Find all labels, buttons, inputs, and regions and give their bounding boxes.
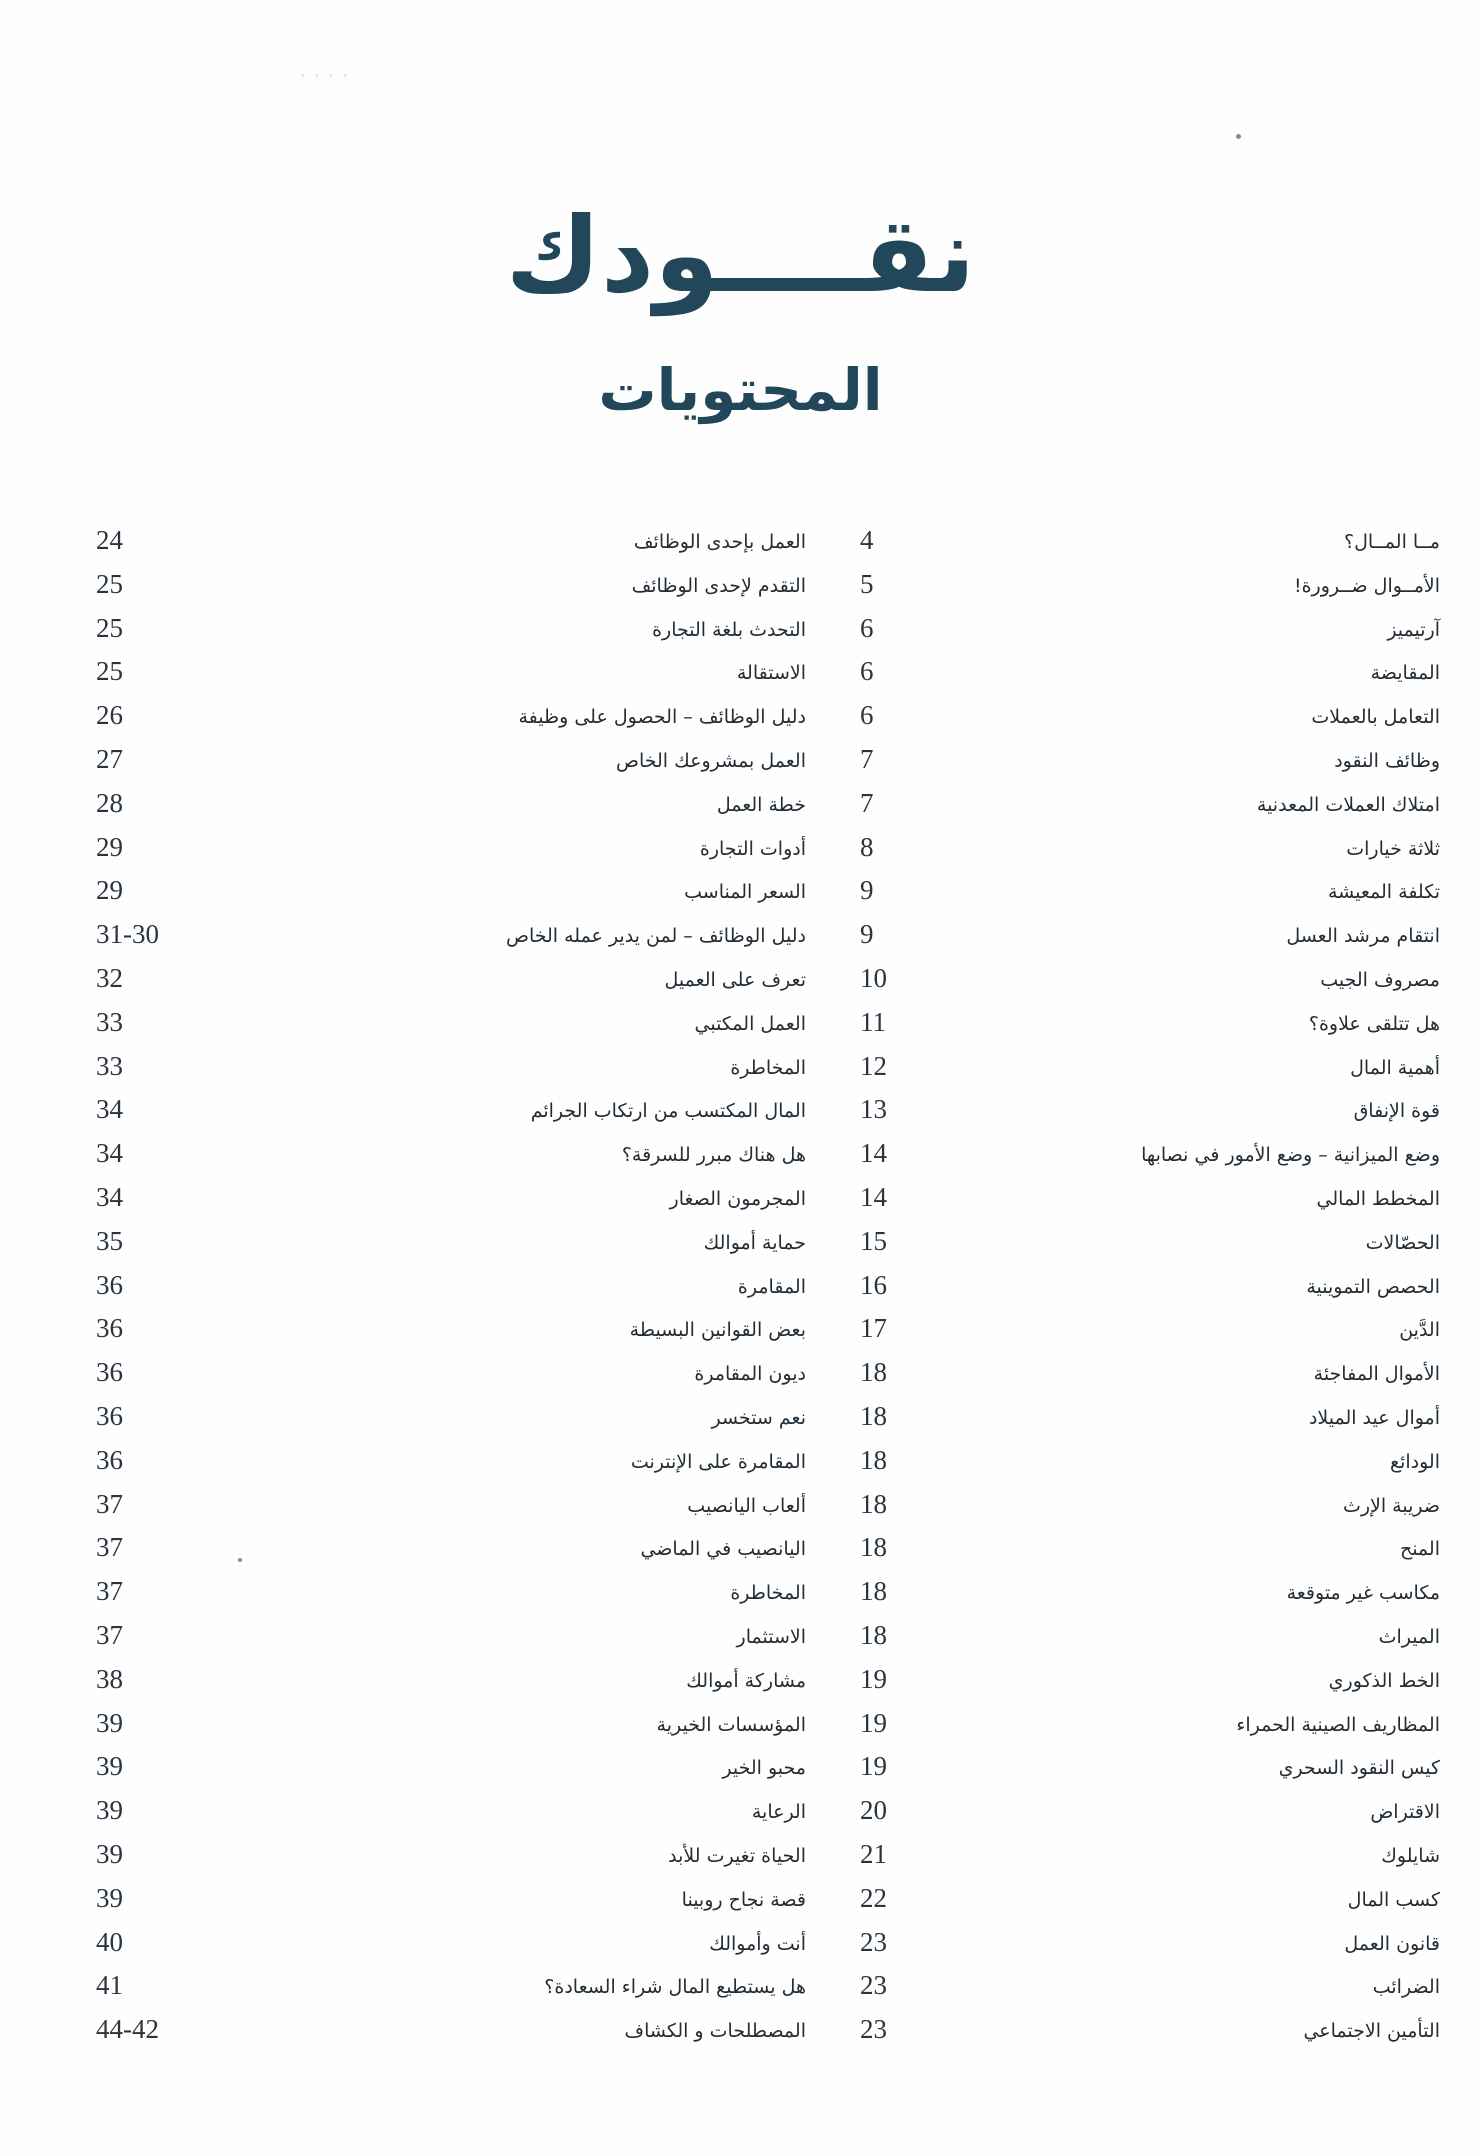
toc-entry — [80, 1967, 806, 2011]
toc-entry — [80, 1091, 806, 1135]
toc-entry-title: المصطلحات و الكشاف — [624, 2020, 806, 2043]
toc-entry-page-number: 18 — [860, 1576, 887, 1607]
toc-entry-page-number: 25 — [96, 568, 123, 599]
toc-entry-page-number: 39 — [96, 1882, 123, 1913]
toc-entry-page-number: 39 — [96, 1795, 123, 1826]
toc-entry — [80, 960, 806, 1004]
toc-entry — [80, 1661, 806, 1705]
toc-entry — [80, 829, 806, 873]
toc-entry-title: المظاريف الصينية الحمراء — [1236, 1713, 1440, 1736]
toc-entry — [80, 916, 806, 960]
toc-entry — [720, 1223, 1440, 1267]
toc-entry-page-number: 32 — [96, 962, 123, 993]
toc-entry-title: أدوات التجارة — [699, 837, 806, 860]
toc-entry-title: التأمين الاجتماعي — [1303, 2020, 1440, 2043]
toc-entry-page-number: 7 — [860, 787, 874, 818]
toc-entry-page-number: 18 — [860, 1357, 887, 1388]
toc-entry — [720, 1179, 1440, 1223]
toc-entry-title: الضرائب — [1372, 1976, 1440, 1999]
toc-entry-page-number: 15 — [860, 1225, 887, 1256]
paper-mark: · · · · — [300, 66, 350, 85]
toc-entry — [80, 1573, 806, 1617]
toc-entry — [80, 1048, 806, 1092]
toc-entry — [80, 1880, 806, 1924]
toc-entry-page-number: 35 — [96, 1225, 123, 1256]
toc-entry — [80, 1223, 806, 1267]
toc-entry-title: آرتيميز — [1387, 618, 1440, 641]
ink-speck — [1236, 134, 1241, 139]
toc-entry-page-number: 28 — [96, 787, 123, 818]
toc-entry — [720, 872, 1440, 916]
toc-entry — [720, 1924, 1440, 1968]
toc-entry — [80, 1529, 806, 1573]
toc-entry-page-number: 41 — [96, 1970, 123, 2001]
toc-entry-title: اليانصيب في الماضي — [640, 1538, 806, 1561]
toc-entry-title: مشاركة أموالك — [686, 1669, 806, 1692]
toc-entry-title: الدَّين — [1399, 1319, 1440, 1342]
toc-entry — [720, 1573, 1440, 1617]
toc-entry-page-number: 16 — [860, 1269, 887, 1300]
toc-entry-page-number: 18 — [860, 1619, 887, 1650]
toc-entry-title: مــا المــال؟ — [1343, 531, 1440, 553]
toc-entry-title: نعم ستخسر — [711, 1406, 806, 1429]
toc-entry-title: ضريبة الإرث — [1342, 1494, 1440, 1517]
toc-entry — [80, 1705, 806, 1749]
toc-entry-title: انتقام مرشد العسل — [1286, 925, 1440, 948]
toc-entry-title: محبو الخير — [722, 1757, 806, 1780]
toc-entry-title: شايلوك — [1381, 1844, 1440, 1867]
toc-entry-page-number: 24 — [96, 525, 123, 555]
toc-entry-title: ألعاب اليانصيب — [687, 1494, 806, 1517]
toc-entry-title: الاستثمار — [736, 1625, 806, 1648]
toc-entry-page-number: 36 — [96, 1313, 123, 1344]
toc-entry-title: خطة العمل — [716, 793, 806, 816]
toc-entry-page-number: 33 — [96, 1050, 123, 1081]
toc-entry-title: المخطط المالي — [1316, 1187, 1440, 1210]
toc-entry-title: هل يستطيع المال شراء السعادة؟ — [544, 1976, 806, 1999]
toc-entry-title: أنت وأموالك — [709, 1932, 806, 1955]
toc-entry-title: المؤسسات الخيرية — [656, 1713, 806, 1736]
toc-entry-title: تكلفة المعيشة — [1328, 881, 1440, 904]
toc-entry-page-number: 19 — [860, 1663, 887, 1694]
toc-entry-title: المال المكتسب من ارتكاب الجرائم — [530, 1100, 806, 1123]
toc-entry — [80, 1617, 806, 1661]
toc-entry-title: كيس النقود السحري — [1278, 1757, 1440, 1780]
toc-entry — [80, 1748, 806, 1792]
toc-entry-page-number: 8 — [860, 831, 874, 862]
toc-entry-page-number: 25 — [96, 656, 123, 687]
toc-entry-title: الأمــوال ضــرورة! — [1293, 574, 1440, 597]
toc-entry-page-number: 37 — [96, 1619, 123, 1650]
toc-entry-title: المقامرة — [737, 1275, 806, 1298]
toc-entry — [80, 2011, 806, 2055]
toc-entry — [720, 1091, 1440, 1135]
toc-entry-page-number: 38 — [96, 1663, 123, 1694]
toc-entry — [720, 1048, 1440, 1092]
toc-entry-page-number: 37 — [96, 1576, 123, 1607]
toc-entry-title: المجرمون الصغار — [669, 1187, 806, 1210]
toc-entry-title: الودائع — [1389, 1450, 1440, 1473]
toc-entry-title: قوة الإنفاق — [1353, 1100, 1440, 1123]
toc-entry-title: دليل الوظائف – الحصول على وظيفة — [518, 706, 806, 729]
toc-entry-title: الحصص التموينية — [1306, 1275, 1440, 1298]
toc-entry-title: التعامل بالعملات — [1311, 706, 1440, 729]
toc-entry-title: الاقتراض — [1370, 1801, 1440, 1824]
toc-entry — [720, 2011, 1440, 2055]
toc-entry-page-number: 5 — [860, 568, 874, 599]
toc-entry-page-number: 34 — [96, 1181, 123, 1212]
toc-entry — [720, 1529, 1440, 1573]
toc-entry-page-number: 29 — [96, 831, 123, 862]
toc-entry-title: المخاطرة — [730, 1582, 806, 1605]
toc-entry — [720, 1004, 1440, 1048]
toc-entry — [80, 653, 806, 697]
toc-entry-page-number: 23 — [860, 1970, 887, 2001]
toc-entry — [720, 1792, 1440, 1836]
toc-entry — [80, 1310, 806, 1354]
toc-entry — [80, 1836, 806, 1880]
toc-entry-title: امتلاك العملات المعدنية — [1256, 793, 1440, 816]
toc-entry-page-number: 27 — [96, 743, 123, 774]
toc-entry-title: ثلاثة خيارات — [1346, 837, 1440, 860]
toc-entry-page-number: 44-42 — [96, 2014, 159, 2045]
toc-entry — [720, 785, 1440, 829]
toc-entry-title: المقامرة على الإنترنت — [630, 1450, 806, 1473]
toc-entry-page-number: 34 — [96, 1138, 123, 1169]
toc-entry-title: التحدث بلغة التجارة — [652, 618, 806, 641]
toc-entry-title: العمل المكتبي — [694, 1012, 806, 1035]
toc-entry-page-number: 37 — [96, 1532, 123, 1563]
toc-entry-page-number: 36 — [96, 1400, 123, 1431]
toc-entry-page-number: 9 — [860, 875, 874, 906]
toc-entry-page-number: 39 — [96, 1838, 123, 1869]
toc-entry — [720, 1748, 1440, 1792]
toc-entry — [720, 1836, 1440, 1880]
toc-entry-page-number: 19 — [860, 1707, 887, 1738]
toc-entry-title: قصة نجاح روبينا — [681, 1888, 806, 1911]
toc-entry-page-number: 31-30 — [96, 919, 159, 950]
toc-entry-page-number: 39 — [96, 1751, 123, 1782]
toc-entry-title: الرعاية — [751, 1801, 806, 1824]
toc-left-column — [80, 522, 806, 2055]
toc-entry-page-number: 4 — [860, 525, 874, 555]
toc-entry-page-number: 13 — [860, 1094, 887, 1125]
toc-entry-page-number: 21 — [860, 1838, 887, 1869]
toc-entry — [80, 1792, 806, 1836]
toc-entry — [720, 916, 1440, 960]
toc-entry-page-number: 6 — [860, 656, 874, 687]
toc-entry — [80, 1267, 806, 1311]
toc-entry-page-number: 18 — [860, 1532, 887, 1563]
toc-entry-title: الأموال المفاجئة — [1313, 1363, 1440, 1386]
toc-entry-title: أهمية المال — [1350, 1056, 1440, 1079]
toc-entry-title: أموال عيد الميلاد — [1308, 1406, 1440, 1429]
toc-entry-page-number: 7 — [860, 743, 874, 774]
toc-entry-title: الحياة تغيرت للأبد — [668, 1844, 806, 1867]
toc-entry — [720, 1135, 1440, 1179]
toc-entry-page-number: 14 — [860, 1138, 887, 1169]
toc-entry — [720, 1967, 1440, 2011]
toc-entry — [720, 741, 1440, 785]
toc-entry-title: قانون العمل — [1344, 1932, 1440, 1955]
toc-entry — [80, 1924, 806, 1968]
toc-entry-page-number: 18 — [860, 1400, 887, 1431]
toc-entry-page-number: 37 — [96, 1488, 123, 1519]
toc-entry-title: هل هناك مبرر للسرقة؟ — [621, 1144, 806, 1167]
toc-entry-title: العمل بمشروعك الخاص — [615, 749, 806, 772]
toc-entry-page-number: 18 — [860, 1488, 887, 1519]
toc-entry-title: بعض القوانين البسيطة — [629, 1319, 806, 1342]
toc-entry — [720, 522, 1440, 566]
toc-entry-title: المقايضة — [1370, 662, 1440, 685]
toc-entry — [720, 1617, 1440, 1661]
toc-entry-page-number: 10 — [860, 962, 887, 993]
toc-entry — [720, 566, 1440, 610]
toc-right-column — [720, 522, 1440, 2055]
toc-entry-title: التقدم لإحدى الوظائف — [631, 574, 806, 597]
toc-entry-page-number: 6 — [860, 700, 874, 731]
toc-entry-title: وضع الميزانية – وضع الأمور في نصابها — [1141, 1144, 1440, 1167]
toc-entry — [720, 1310, 1440, 1354]
toc-entry — [720, 610, 1440, 654]
toc-entry — [80, 1004, 806, 1048]
contents-title: المحتويات — [598, 356, 883, 424]
toc-entry — [720, 697, 1440, 741]
toc-entry — [80, 1354, 806, 1398]
toc-entry-page-number: 6 — [860, 612, 874, 643]
toc-entry-page-number: 29 — [96, 875, 123, 906]
toc-entry-title: هل تتلقى علاوة؟ — [1308, 1012, 1440, 1035]
toc-entry — [720, 1705, 1440, 1749]
toc-entry — [80, 741, 806, 785]
toc-entry — [720, 829, 1440, 873]
toc-entry-page-number: 26 — [96, 700, 123, 731]
toc-entry-page-number: 39 — [96, 1707, 123, 1738]
toc-entry — [720, 1486, 1440, 1530]
toc-entry-title: الميراث — [1378, 1625, 1440, 1648]
book-title: نقــــودك — [505, 194, 976, 316]
toc-entry-page-number: 11 — [860, 1006, 886, 1037]
toc-entry-page-number: 12 — [860, 1050, 887, 1081]
toc-entry — [80, 1179, 806, 1223]
toc-entry-title: كسب المال — [1347, 1888, 1440, 1911]
toc-entry-page-number: 14 — [860, 1181, 887, 1212]
toc-entry-page-number: 23 — [860, 2014, 887, 2045]
toc-entry-page-number: 36 — [96, 1269, 123, 1300]
toc-entry-title: دليل الوظائف – لمن يدير عمله الخاص — [505, 925, 806, 948]
toc-entry — [80, 1135, 806, 1179]
toc-entry — [720, 1354, 1440, 1398]
toc-entry-page-number: 23 — [860, 1926, 887, 1957]
toc-entry-page-number: 19 — [860, 1751, 887, 1782]
toc-entry — [80, 522, 806, 566]
toc-entry — [80, 1442, 806, 1486]
toc-entry-page-number: 40 — [96, 1926, 123, 1957]
toc-entry-title: وظائف النقود — [1334, 749, 1440, 772]
toc-entry — [720, 1442, 1440, 1486]
toc-entry-page-number: 25 — [96, 612, 123, 643]
toc-entry — [80, 566, 806, 610]
toc-entry-title: الخط الذكوري — [1328, 1669, 1440, 1692]
toc-entry — [80, 872, 806, 916]
toc-entry-title: ديون المقامرة — [694, 1363, 806, 1386]
toc-entry-title: تعرف على العميل — [664, 968, 806, 991]
toc-entry-title: مكاسب غير متوقعة — [1286, 1582, 1440, 1605]
toc-entry — [720, 1880, 1440, 1924]
toc-entry-page-number: 33 — [96, 1006, 123, 1037]
toc-entry-title: الاستقالة — [736, 662, 806, 685]
toc-entry-title: حماية أموالك — [703, 1231, 806, 1254]
toc-entry — [720, 960, 1440, 1004]
toc-entry-page-number: 36 — [96, 1444, 123, 1475]
toc-entry-title: المنح — [1399, 1538, 1440, 1561]
toc-entry-title: الحصّالات — [1365, 1231, 1440, 1254]
toc-entry — [80, 610, 806, 654]
toc-entry-page-number: 36 — [96, 1357, 123, 1388]
toc-entry-title: المخاطرة — [730, 1056, 806, 1079]
toc-entry-title: مصروف الجيب — [1320, 968, 1440, 991]
toc-entry-page-number: 18 — [860, 1444, 887, 1475]
toc-entry-page-number: 20 — [860, 1795, 887, 1826]
toc-entry — [80, 697, 806, 741]
toc-entry-title: السعر المناسب — [684, 881, 806, 904]
toc-entry — [80, 785, 806, 829]
toc-entry-page-number: 22 — [860, 1882, 887, 1913]
toc-entry-page-number: 9 — [860, 919, 874, 950]
toc-entry-page-number: 34 — [96, 1094, 123, 1125]
toc-entry-title: العمل بإحدى الوظائف — [633, 531, 806, 553]
toc-entry — [720, 1267, 1440, 1311]
toc-entry — [720, 1661, 1440, 1705]
toc-entry-page-number: 17 — [860, 1313, 887, 1344]
toc-entry — [80, 1486, 806, 1530]
toc-entry — [80, 1398, 806, 1442]
toc-entry — [720, 1398, 1440, 1442]
toc-entry — [720, 653, 1440, 697]
